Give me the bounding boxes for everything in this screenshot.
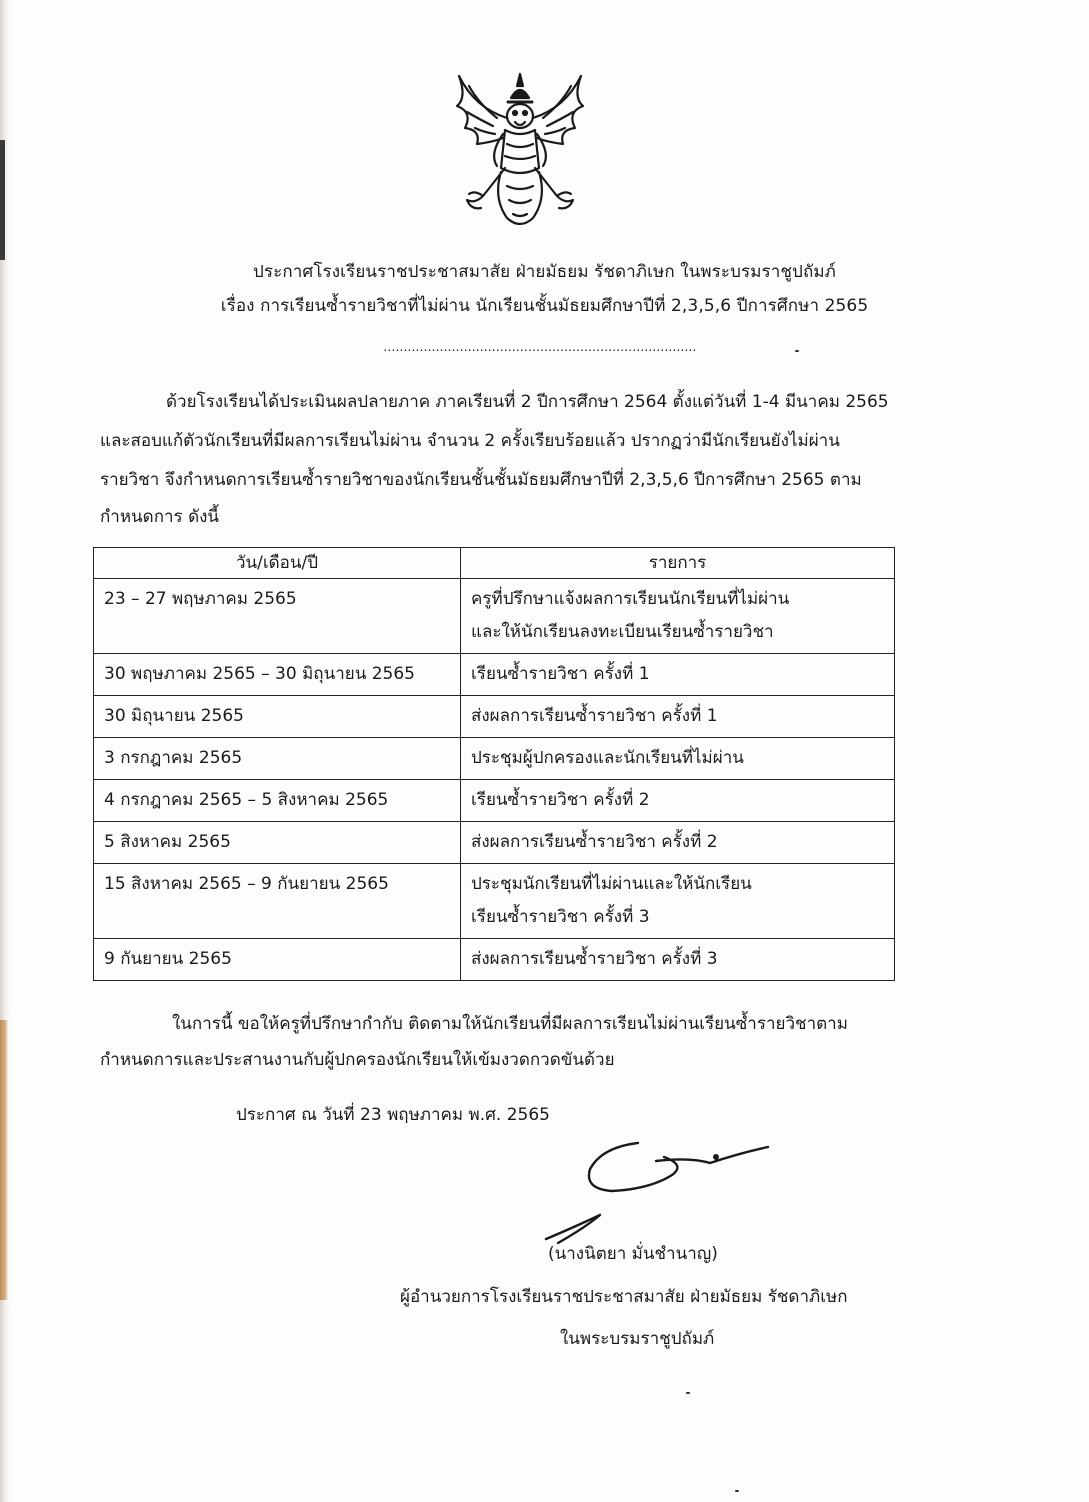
header-item: รายการ [461, 548, 895, 579]
row-item: เรียนซ้ำรายวิชา ครั้งที่ 1 [461, 654, 895, 696]
row-item-line: ประชุมนักเรียนที่ไม่ผ่านและให้นักเรียน [471, 874, 752, 894]
row-item-line: และให้นักเรียนลงทะเบียนเรียนซ้ำรายวิชา [471, 622, 774, 642]
table-row [94, 738, 895, 780]
body-line-4: กำหนดการ ดังนี้ [100, 507, 220, 527]
title-separator: .............................................................................. [383, 340, 697, 354]
body-line-3: รายวิชา จึงกำหนดการเรียนซ้ำรายวิชาของนักเรียนชั้นชั้นมัธยมศึกษาปีที่ 2,3,5,6 ปีการศึกษา 2565 ตาม [100, 470, 862, 490]
signer-name: (นางนิตยา มั่นชำนาญ) [548, 1244, 718, 1264]
table-row [94, 939, 895, 981]
table-header-row [94, 548, 895, 579]
row-item: ส่งผลการเรียนซ้ำรายวิชา ครั้งที่ 1 [461, 696, 895, 738]
paper-speck [686, 1392, 690, 1394]
signer-position-line2: ในพระบรมราชูปถัมภ์ [560, 1329, 715, 1349]
document-title: ประกาศโรงเรียนราชประชาสมาสัย ฝ่ายมัธยม รัชดาภิเษก ในพระบรมราชูปถัมภ์ [253, 262, 836, 282]
row-date: 30 มิถุนายน 2565 [94, 696, 461, 738]
row-item-line: ครูที่ปรึกษาแจ้งผลการเรียนนักเรียนที่ไม่ผ่าน [471, 589, 790, 609]
paper-edge-mark [0, 140, 5, 260]
paper-speck [795, 350, 799, 352]
row-date: 23 – 27 พฤษภาคม 2565 [94, 579, 461, 654]
closing-line-1: ในการนี้ ขอให้ครูที่ปรึกษากำกับ ติดตามให้นักเรียนที่มีผลการเรียนไม่ผ่านเรียนซ้ำรายวิชาตาม [172, 1014, 848, 1034]
row-item: ส่งผลการเรียนซ้ำรายวิชา ครั้งที่ 3 [461, 939, 895, 981]
schedule-table [93, 547, 895, 981]
background-edge [0, 1020, 8, 1300]
row-date: 5 สิงหาคม 2565 [94, 822, 461, 864]
table-row [94, 780, 895, 822]
row-date: 9 กันยายน 2565 [94, 939, 461, 981]
paper-speck [735, 1490, 739, 1492]
body-line-2: และสอบแก้ตัวนักเรียนที่มีผลการเรียนไม่ผ่าน จำนวน 2 ครั้งเรียบร้อยแล้ว ปรากฏว่ามีนักเรียนยังไม่ผ่าน [100, 431, 840, 451]
row-item: เรียนซ้ำรายวิชา ครั้งที่ 2 [461, 780, 895, 822]
document-subject: เรื่อง การเรียนซ้ำรายวิชาที่ไม่ผ่าน นักเรียนชั้นมัธยมศึกษาปีที่ 2,3,5,6 ปีการศึกษา 2565 [220, 296, 869, 316]
row-date: 4 กรกฎาคม 2565 – 5 สิงหาคม 2565 [94, 780, 461, 822]
table-row [94, 579, 895, 654]
row-item: ประชุมผู้ปกครองและนักเรียนที่ไม่ผ่าน [461, 738, 895, 780]
closing-line-2: กำหนดการและประสานงานกับผู้ปกครองนักเรียนให้เข้มงวดกวดขันด้วย [100, 1050, 615, 1070]
announce-date: ประกาศ ณ วันที่ 23 พฤษภาคม พ.ศ. 2565 [236, 1105, 550, 1125]
header-date: วัน/เดือน/ปี [94, 548, 461, 579]
table-row [94, 822, 895, 864]
table-row [94, 654, 895, 696]
row-date: 30 พฤษภาคม 2565 – 30 มิถุนายน 2565 [94, 654, 461, 696]
row-item: ส่งผลการเรียนซ้ำรายวิชา ครั้งที่ 2 [461, 822, 895, 864]
row-date: 3 กรกฎาคม 2565 [94, 738, 461, 780]
garuda-emblem [445, 68, 595, 233]
row-item [461, 579, 895, 654]
row-item-line: เรียนซ้ำรายวิชา ครั้งที่ 3 [471, 907, 650, 927]
row-item [461, 864, 895, 939]
row-date: 15 สิงหาคม 2565 – 9 กันยายน 2565 [94, 864, 461, 939]
table-row [94, 864, 895, 939]
table-row [94, 696, 895, 738]
signer-position: ผู้อำนวยการโรงเรียนราชประชาสมาสัย ฝ่ายมัธยม รัชดาภิเษก [400, 1287, 848, 1307]
body-line-1: ด้วยโรงเรียนได้ประเมินผลปลายภาค ภาคเรียนที่ 2 ปีการศึกษา 2564 ตั้งแต่วันที่ 1-4 มีนาคม 2565 [166, 392, 889, 412]
